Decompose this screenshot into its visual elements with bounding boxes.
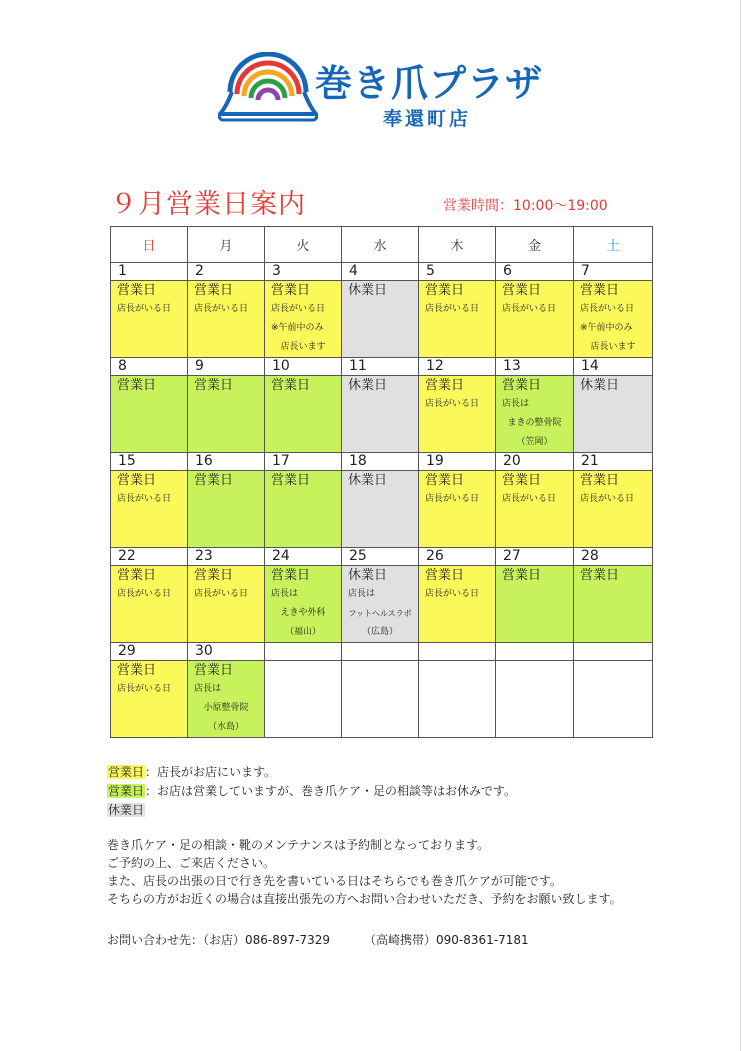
day-status: 休業日 xyxy=(348,283,388,298)
day-cell xyxy=(419,471,496,548)
day-note: 店長がいる日 xyxy=(117,304,172,314)
day-number: 7 xyxy=(574,263,653,281)
day-note: （水島） xyxy=(207,722,244,732)
day-cell xyxy=(265,471,342,548)
day-status: 営業日 xyxy=(117,378,157,393)
day-number: 15 xyxy=(111,453,188,471)
shop-phone: お問い合わせ先：（お店）086-897-7329 xyxy=(107,933,331,947)
legend-text: ：お店は営業していますが、巻き爪ケア・足の相談等はお休みです。 xyxy=(145,784,517,798)
day-status: 営業日 xyxy=(271,568,311,583)
day-number: 11 xyxy=(342,358,419,376)
legend-item xyxy=(107,763,516,782)
calendar-body xyxy=(111,263,653,738)
day-cell xyxy=(574,661,653,738)
page-title: ９月営業日案内 xyxy=(110,189,306,220)
day-cell xyxy=(419,281,496,358)
day-number: 4 xyxy=(342,263,419,281)
legend xyxy=(107,763,516,820)
day-number xyxy=(419,643,496,661)
day-note: まきの整骨院 xyxy=(507,418,562,428)
day-cell xyxy=(342,376,419,453)
day-status: 休業日 xyxy=(580,378,620,393)
day-number: 10 xyxy=(265,358,342,376)
day-cell xyxy=(496,661,574,738)
day-status: 営業日 xyxy=(194,568,234,583)
legend-label: 休業日 xyxy=(108,803,145,817)
day-cell xyxy=(496,471,574,548)
day-cell xyxy=(342,661,419,738)
day-note: 店長がいる日 xyxy=(194,304,249,314)
day-cell xyxy=(574,471,653,548)
day-status: 休業日 xyxy=(348,473,388,488)
note-line: また、店長の出張の日で行き先を書いている日はそちらでも巻き爪ケアが可能です。 xyxy=(107,874,562,888)
day-note: 店長がいる日 xyxy=(117,589,172,599)
day-number: 26 xyxy=(419,548,496,566)
day-number: 14 xyxy=(574,358,653,376)
day-note: 店長がいる日 xyxy=(580,494,635,504)
day-note: （広島） xyxy=(361,627,398,637)
weekday-mon: 月 xyxy=(188,227,265,263)
day-cell xyxy=(111,566,188,643)
day-number xyxy=(574,643,653,661)
day-status: 営業日 xyxy=(271,473,311,488)
day-note: 店長います xyxy=(280,342,326,352)
day-status: 営業日 xyxy=(580,568,620,583)
contact-info xyxy=(107,931,529,948)
day-note: 店長は xyxy=(502,399,530,409)
date-status-row xyxy=(111,471,653,548)
legend-label: 営業日 xyxy=(108,784,145,798)
day-number: 27 xyxy=(496,548,574,566)
business-hours: 営業時間：10:00〜19:00 xyxy=(443,198,608,214)
day-number: 8 xyxy=(111,358,188,376)
day-status: 営業日 xyxy=(117,283,157,298)
day-note: （福山） xyxy=(284,627,321,637)
note-line: ご予約の上、ご来店ください。 xyxy=(107,856,276,870)
date-number-row xyxy=(111,358,653,376)
day-cell xyxy=(188,281,265,358)
day-cell xyxy=(188,661,265,738)
day-number: 1 xyxy=(111,263,188,281)
day-number: 28 xyxy=(574,548,653,566)
day-cell xyxy=(265,566,342,643)
day-cell xyxy=(574,376,653,453)
day-cell xyxy=(574,566,653,643)
day-status: 休業日 xyxy=(348,568,388,583)
day-status: 営業日 xyxy=(502,378,542,393)
day-number: 24 xyxy=(265,548,342,566)
day-number xyxy=(496,643,574,661)
day-cell xyxy=(419,661,496,738)
day-note: 店長がいる日 xyxy=(425,589,480,599)
reservation-notes xyxy=(107,836,622,908)
day-note: 店長がいる日 xyxy=(425,304,480,314)
day-number: 25 xyxy=(342,548,419,566)
legend-label: 営業日 xyxy=(108,765,145,779)
day-number: 13 xyxy=(496,358,574,376)
weekday-wed: 水 xyxy=(342,227,419,263)
day-number xyxy=(265,643,342,661)
day-cell xyxy=(265,661,342,738)
day-note: 店長がいる日 xyxy=(117,684,172,694)
day-note: 店長は xyxy=(348,589,376,599)
day-cell xyxy=(419,566,496,643)
day-number: 9 xyxy=(188,358,265,376)
legend-item xyxy=(107,801,516,820)
legend-item xyxy=(107,782,516,801)
day-status: 営業日 xyxy=(117,663,157,678)
day-number: 6 xyxy=(496,263,574,281)
day-status: 営業日 xyxy=(425,568,465,583)
day-note: フットヘルスラボ xyxy=(348,609,412,618)
date-number-row xyxy=(111,263,653,281)
day-number: 29 xyxy=(111,643,188,661)
day-number: 23 xyxy=(188,548,265,566)
date-status-row xyxy=(111,376,653,453)
day-number: 18 xyxy=(342,453,419,471)
day-cell xyxy=(265,281,342,358)
day-note: （笠岡） xyxy=(516,437,553,447)
day-note: 店長います xyxy=(590,342,636,352)
day-status: 営業日 xyxy=(194,473,234,488)
day-cell xyxy=(111,661,188,738)
day-number: 21 xyxy=(574,453,653,471)
day-status: 営業日 xyxy=(271,283,311,298)
day-note: 店長は xyxy=(194,684,222,694)
date-number-row xyxy=(111,643,653,661)
day-note: 小原整骨院 xyxy=(203,703,249,713)
day-status: 営業日 xyxy=(194,663,234,678)
day-cell xyxy=(188,566,265,643)
day-number: 17 xyxy=(265,453,342,471)
day-status: 営業日 xyxy=(502,568,542,583)
weekday-sun: 日 xyxy=(111,227,188,263)
brand-name: 巻き爪プラザ xyxy=(315,62,543,105)
day-cell xyxy=(111,376,188,453)
day-note: えきや外科 xyxy=(280,608,326,618)
day-status: 営業日 xyxy=(502,473,542,488)
day-note: ※午前中のみ xyxy=(580,323,633,333)
day-note: 店長は xyxy=(271,589,299,599)
day-cell xyxy=(342,566,419,643)
date-number-row xyxy=(111,453,653,471)
note-line: そちらの方がお近くの場合は直接出張先の方へお問い合わせいただき、予約をお願い致します。 xyxy=(107,892,622,906)
day-note: 店長がいる日 xyxy=(580,304,635,314)
day-cell xyxy=(574,281,653,358)
day-status: 営業日 xyxy=(580,473,620,488)
day-note: 店長がいる日 xyxy=(502,494,557,504)
day-note: 店長がいる日 xyxy=(271,304,326,314)
day-status: 営業日 xyxy=(117,568,157,583)
day-cell xyxy=(188,376,265,453)
day-cell xyxy=(342,281,419,358)
day-status: 営業日 xyxy=(425,378,465,393)
day-status: 営業日 xyxy=(425,283,465,298)
day-number xyxy=(342,643,419,661)
date-number-row xyxy=(111,548,653,566)
day-cell xyxy=(496,376,574,453)
day-cell xyxy=(496,281,574,358)
day-number: 30 xyxy=(188,643,265,661)
legend-text: ：店長がお店にいます。 xyxy=(145,765,277,779)
day-note: 店長がいる日 xyxy=(117,494,172,504)
day-note: ※午前中のみ xyxy=(271,323,324,333)
day-number: 19 xyxy=(419,453,496,471)
day-number: 2 xyxy=(188,263,265,281)
day-cell xyxy=(111,281,188,358)
day-status: 営業日 xyxy=(580,283,620,298)
branch-name: 奉還町店 xyxy=(383,108,472,130)
weekday-thu: 木 xyxy=(419,227,496,263)
day-cell xyxy=(496,566,574,643)
mobile-phone: （高崎携帯）090-8361-7181 xyxy=(364,933,529,947)
day-status: 営業日 xyxy=(502,283,542,298)
date-status-row xyxy=(111,566,653,643)
calendar-table xyxy=(110,226,653,738)
day-cell xyxy=(111,471,188,548)
day-number: 16 xyxy=(188,453,265,471)
day-status: 営業日 xyxy=(194,378,234,393)
day-note: 店長がいる日 xyxy=(425,494,480,504)
day-number: 5 xyxy=(419,263,496,281)
day-number: 20 xyxy=(496,453,574,471)
day-note: 店長がいる日 xyxy=(425,399,480,409)
day-status: 休業日 xyxy=(348,378,388,393)
date-status-row xyxy=(111,281,653,358)
day-cell xyxy=(188,471,265,548)
day-cell xyxy=(265,376,342,453)
rainbow-logo-icon xyxy=(218,52,318,124)
day-cell xyxy=(342,471,419,548)
day-note: 店長がいる日 xyxy=(194,589,249,599)
day-cell xyxy=(419,376,496,453)
weekday-tue: 火 xyxy=(265,227,342,263)
day-status: 営業日 xyxy=(194,283,234,298)
day-number: 22 xyxy=(111,548,188,566)
weekday-fri: 金 xyxy=(496,227,574,263)
note-line: 巻き爪ケア・足の相談・靴のメンテナンスは予約制となっております。 xyxy=(107,838,490,852)
day-status: 営業日 xyxy=(271,378,311,393)
day-number: 12 xyxy=(419,358,496,376)
date-status-row xyxy=(111,661,653,738)
day-status: 営業日 xyxy=(425,473,465,488)
day-status: 営業日 xyxy=(117,473,157,488)
weekday-sat: 土 xyxy=(574,227,653,263)
day-note: 店長がいる日 xyxy=(502,304,557,314)
day-number: 3 xyxy=(265,263,342,281)
weekday-header-row xyxy=(111,227,653,263)
